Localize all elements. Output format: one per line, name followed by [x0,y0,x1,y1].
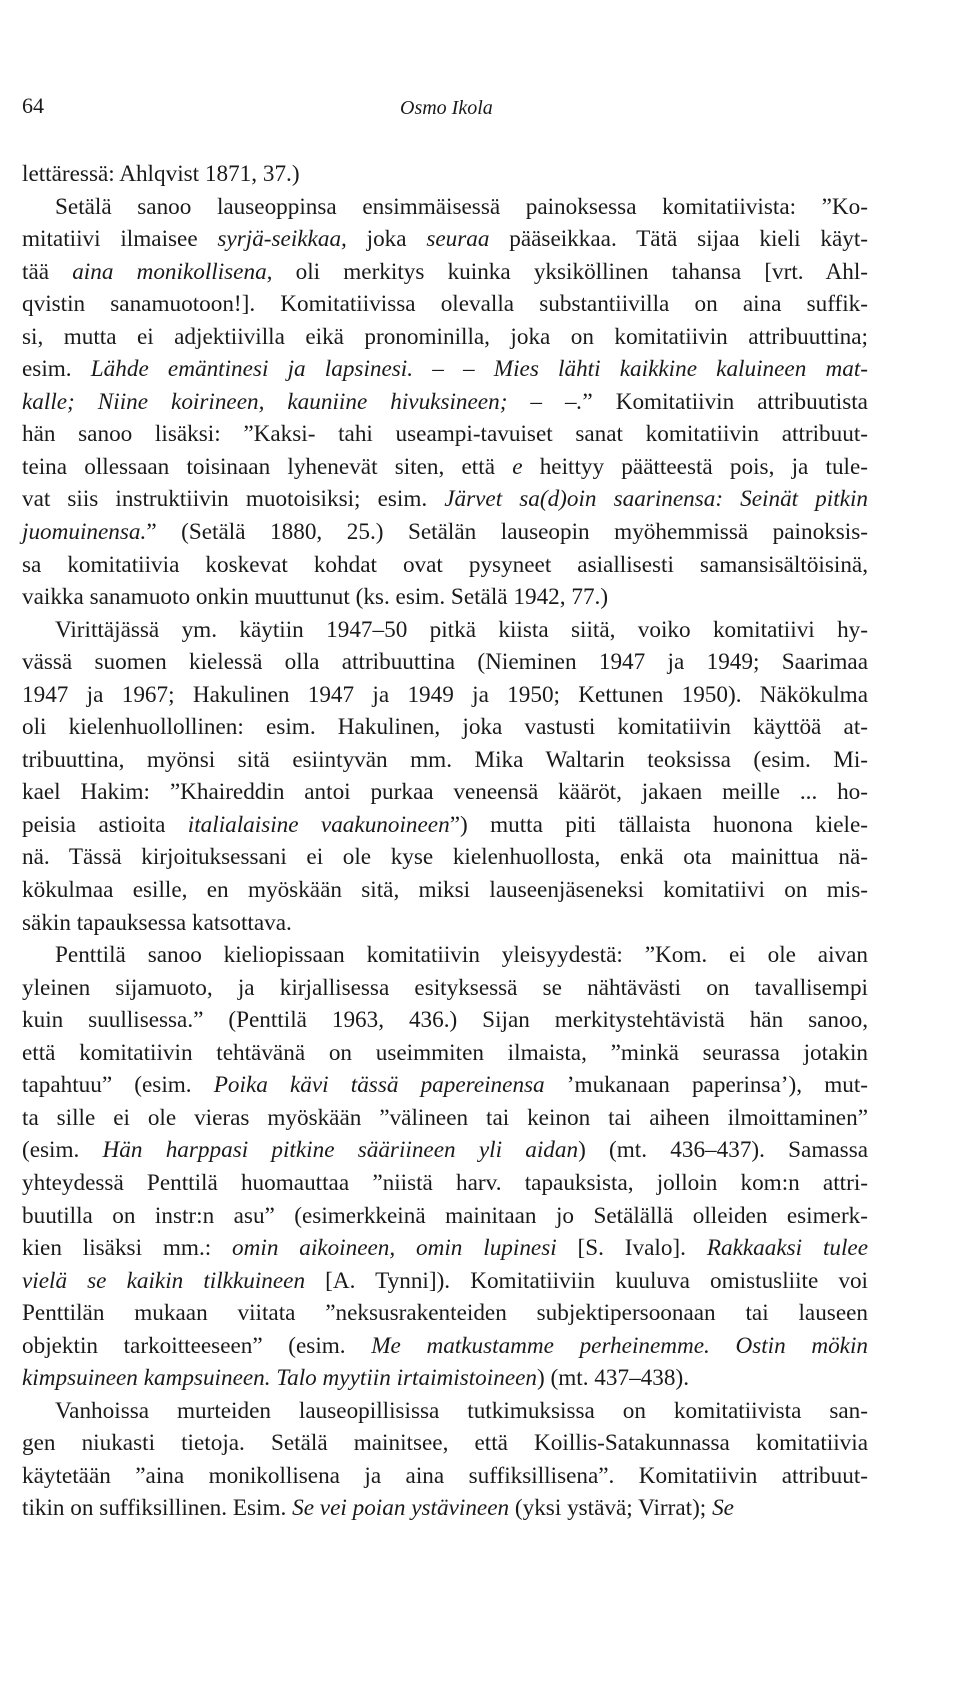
italic-text-segment: juomuinensa. [22,519,147,546]
text-line [22,1037,868,1070]
text-line [22,256,868,289]
text-segment: kael Hakim: ”Khaireddin antoi purkaa veneensä kääröt, jakaen meille ... ho- [22,779,868,806]
text-segment: yhteydessä Penttilä huomauttaa ”niistä harv. tapauksista, jolloin kom:n attri- [22,1169,868,1196]
text-segment: vaikka sanamuoto onkin muuttunut (ks. esim. Setälä 1942, 77.) [22,584,609,611]
italic-text-segment: kimpsuineen kampsuineen. Talo myytiin irtaimistoineen [22,1365,537,1392]
text-line [22,1362,868,1395]
italic-text-segment: vielä se kaikin tilkkuineen [22,1267,306,1294]
text-segment: ” (Setälä 1880, 25.) Setälän lauseopin myöhemmissä painoksis- [146,519,868,546]
text-line [22,1004,868,1037]
text-line [22,321,868,354]
italic-text-segment: Se [712,1495,734,1522]
text-line [22,418,868,451]
text-segment: objektin tarkoitteeseen” (esim. [22,1332,372,1359]
text-segment: Setälä sanoo lauseoppinsa ensimmäisessä painoksessa komitatiivista: ”Ko- [55,193,868,220]
italic-text-segment: omin aikoineen, omin lupinesi [232,1235,557,1262]
text-line [22,288,868,321]
text-segment: [S. Ivalo]. [556,1235,707,1262]
text-segment: gen niukasti tietoja. Setälä mainitsee, että Koillis-Satakunnassa komitatiivia [22,1430,868,1457]
text-line [22,939,868,972]
text-segment: Virittäjässä ym. käytiin 1947–50 pitkä kiista siitä, voiko komitatiivi hy- [55,616,868,643]
text-line [22,158,868,191]
text-segment: Vanhoissa murteiden lauseopillisissa tutkimuksissa on komitatiivista san- [55,1397,868,1424]
text-segment: ) (mt. 436–437). Samassa [578,1137,869,1164]
text-segment: sa komitatiivia koskevat kohdat ovat pysyneet asiallisesti samansisältöisinä, [22,551,868,578]
text-segment: esim. [22,356,91,383]
text-line [22,907,868,940]
text-segment: tää [22,258,73,285]
text-line [22,1492,868,1525]
text-segment: ta sille ei ole vieras myöskään ”välineen tai keinon tai aiheen ilmoittaminen” [22,1104,868,1131]
text-line [22,679,868,712]
text-line [22,1265,868,1298]
italic-text-segment: kalle; Niine koirineen, kauniine hivuksineen; – –. [22,388,583,415]
italic-text-segment: Rakkaaksi tulee [706,1235,869,1262]
text-line [22,972,868,1005]
text-line [22,1330,868,1363]
text-segment: peisia astioita [22,811,188,838]
text-line [22,549,868,582]
text-segment: lettäressä: Ahlqvist 1871, 37.) [22,161,300,187]
text-segment: kien lisäksi mm.: [22,1235,233,1262]
text-line [22,841,868,874]
text-segment: nä. Tässä kirjoituksessani ei ole kyse kielenhuollosta, enkä ota mainittua nä- [22,844,868,871]
text-segment: vässä suomen kielessä olla attribuuttina (Nieminen 1947 ja 1949; Saarimaa [22,649,868,676]
text-segment: (esim. [22,1137,103,1164]
italic-text-segment: italialaisine vaakunoineen [187,811,450,838]
text-segment: yleinen sijamuoto, ja kirjallisessa esityksessä se nähtävästi on tavallisempi [22,974,868,1001]
text-line [22,191,868,224]
italic-text-segment: Lähde emäntinesi ja lapsinesi. – – Mies lähti kaikkine kaluineen mat- [90,356,868,383]
text-segment: säkin tapauksessa katsottava. [22,909,292,936]
text-segment: buutilla on instr:n asu” (esimerkkeinä mainitaan jo Setälällä olleiden esimerk- [22,1202,868,1229]
text-segment: si, mutta ei adjektiivilla eikä pronominilla, joka on komitatiivin attribuuttina; [22,323,868,350]
text-line [22,1460,868,1493]
text-segment: [A. Tynni]). Komitatiiviin kuuluva omistusliite voi [305,1267,868,1294]
text-line [22,1232,868,1265]
text-segment: qvistin sanamuotoon!]. Komitatiivissa olevalla substantiivilla on aina suffik- [22,291,868,318]
text-segment: ”) mutta piti tällaista huonona kiele- [449,811,868,838]
text-segment: tribuuttina, myönsi sitä esiintyvän mm. Mika Waltarin teoksissa (esim. Mi- [22,746,868,773]
text-segment: mitatiivi ilmaisee [22,226,218,253]
text-segment: ) (mt. 437–438). [537,1365,689,1392]
text-segment: vat siis instruktiivin muotoisiksi; esim. [22,486,445,513]
text-line [22,516,868,549]
text-segment: pääseikkaa. Tätä sijaa kieli käyt- [489,226,869,253]
text-line [22,809,868,842]
italic-text-segment: aina monikollisena, [72,258,273,285]
text-segment: kökulmaa esille, en myöskään sitä, miksi lauseenjäseneksi komitatiivi on mis- [22,877,868,904]
text-segment: teina ollessaan toisinaan lyhenevät siten, että [22,453,513,480]
text-segment: että komitatiivin tehtävänä on useimmiten ilmaista, ”minkä seurassa jotakin [22,1039,868,1066]
text-segment: ’mukanaan paperinsa’), mut- [544,1072,868,1099]
body-text [22,158,868,1525]
text-segment: ” Komitatiivin attribuutista [582,388,868,415]
text-segment: Penttilä sanoo kieliopissaan komitatiivin yleisyydestä: ”Kom. ei ole aivan [55,942,868,969]
text-segment: heittyy päätteestä pois, ja tule- [522,453,869,480]
italic-text-segment: Poika kävi tässä papereinensa [213,1072,545,1099]
text-segment: tapahtuu” (esim. [22,1072,214,1099]
italic-text-segment: syrjä-seikkaa, [217,226,347,253]
text-segment: tikin on suffiksillinen. Esim. [22,1495,293,1522]
page-number: 64 [22,93,44,118]
italic-text-segment: seuraa [426,226,490,253]
italic-text-segment: Hän harppasi pitkine sääriineen yli aidan [102,1137,579,1164]
text-line [22,874,868,907]
text-line [22,1069,868,1102]
text-line [22,646,868,679]
running-title: Osmo Ikola [400,97,493,119]
text-line [22,353,868,386]
text-segment: kuin suullisessa.” (Penttilä 1963, 436.) Sijan merkitystehtävistä hän sanoo, [22,1007,868,1034]
text-line [22,1167,868,1200]
text-segment: joka [346,226,427,253]
text-segment: oli kielenhuollollinen: esim. Hakulinen, joka vastusti komitatiivin käyttöä at- [22,714,868,741]
text-line [22,223,868,256]
text-segment: Penttilän mukaan viitata ”neksusrakenteiden subjektipersoonaan tai lauseen [22,1300,868,1327]
text-line [22,386,868,419]
text-line [22,1102,868,1135]
text-line [22,581,868,614]
italic-text-segment: e [512,453,523,480]
text-line [22,711,868,744]
italic-text-segment: Se vei poian ystävineen [292,1495,510,1522]
text-segment: käytetään ”aina monikollisena ja aina suffiksillisena”. Komitatiivin attribuut- [22,1462,868,1489]
text-line [22,776,868,809]
text-line [22,744,868,777]
text-line [22,614,868,647]
text-line [22,1200,868,1233]
text-line [22,1134,868,1167]
text-segment: (yksi ystävä; Virrat); [509,1495,713,1522]
text-line [22,1427,868,1460]
italic-text-segment: Me matkustamme perheinemme. Ostin mökin [371,1332,869,1359]
text-line [22,1395,868,1428]
running-head [22,93,942,123]
text-line [22,1297,868,1330]
text-segment: hän sanoo lisäksi: ”Kaksi- tahi useampi-tavuiset sanat komitatiivin attribuut- [22,421,868,448]
text-segment: 1947 ja 1967; Hakulinen 1947 ja 1949 ja 1950; Kettunen 1950). Näkökulma [22,681,868,708]
text-line [22,451,868,484]
italic-text-segment: Järvet sa(d)oin saarinensa: Seinät pitkin [444,486,868,513]
text-line [22,483,868,516]
text-segment: oli merkitys kuinka yksiköllinen tahansa [vrt. Ahl- [272,258,868,285]
